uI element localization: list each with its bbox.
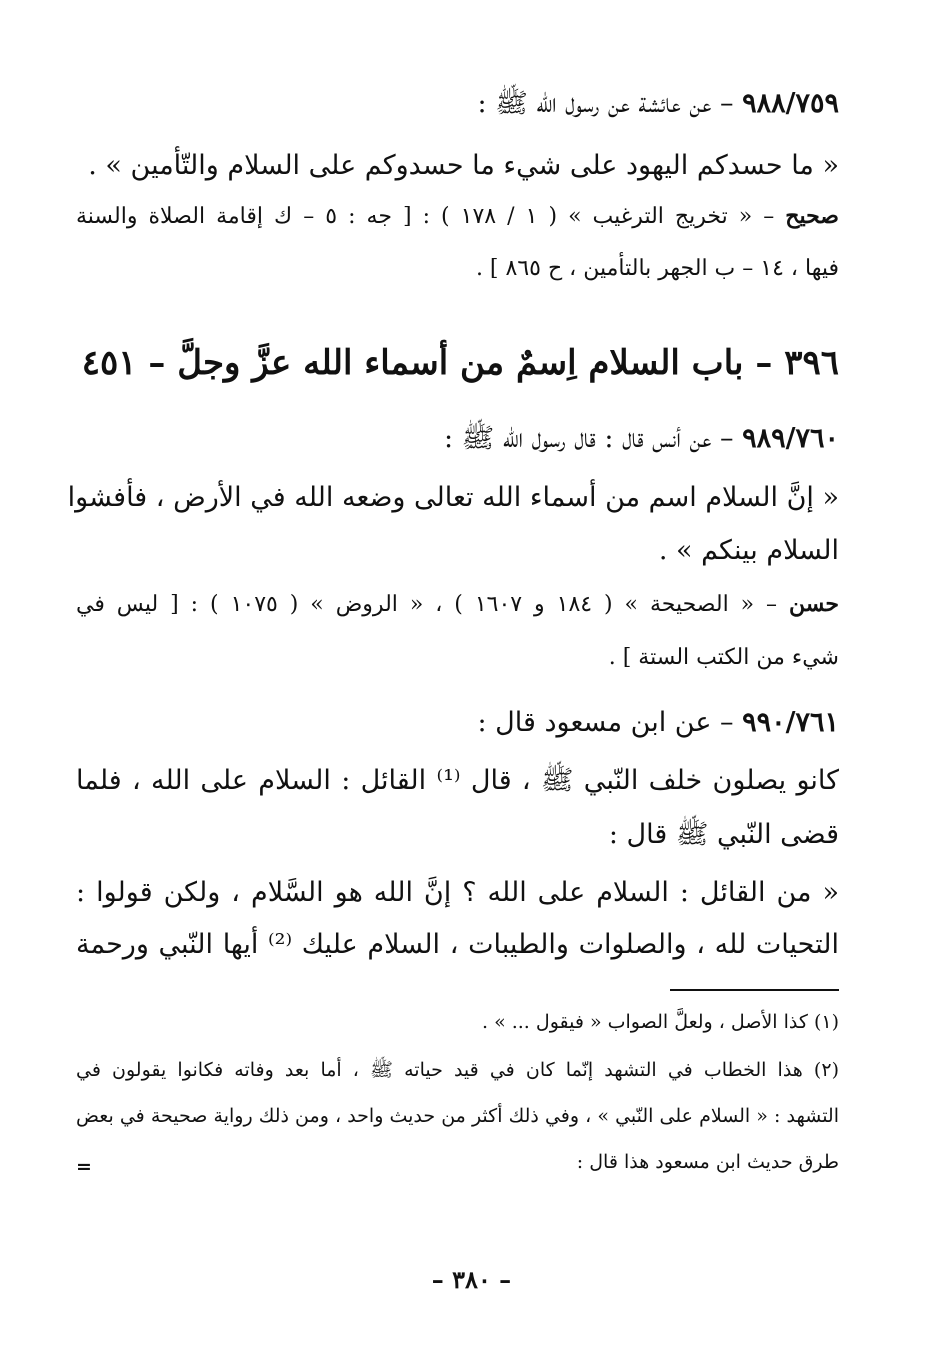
hadith-760-ref-1: – « الصحيحة » ( ١٨٤ و ١٦٠٧ ) ، « الروض » ( ١٠٧٥ ) : [ ليس في: [76, 592, 789, 617]
hadith-761-intro: – عن ابن مسعود قال :: [477, 707, 743, 738]
hadith-761-text-line-3: « من القائل : السلام على الله ؟ إنَّ الله هو السَّلام ، ولكن قولوا :: [76, 877, 839, 908]
hadith-760-intro: – عن أنس قال : قال رسول الله ﷺ :: [443, 423, 743, 454]
hadith-760-reference-line-1: [76, 592, 839, 617]
hadith-760-text-line-2: السلام بينكم » .: [658, 535, 839, 566]
hadith-761-text-line-1: كانو يصلون خلف النّبي ﷺ ، قال ⁽¹⁾ القائل : السلام على الله ، فلما: [76, 765, 839, 796]
chapter-heading: ٣٩٦ – باب السلام اِسمٌ من أسماء الله عزَّ وجلَّ – ٤٥١: [81, 343, 839, 383]
hadith-760-grade: حسن: [789, 591, 839, 617]
hadith-761-text-line-2: قضى النّبي ﷺ قال :: [608, 819, 839, 850]
hadith-761-text-line-4: التحيات لله ، والصلوات والطيبات ، السلام عليك ⁽²⁾ أيها النّبي ورحمة: [76, 929, 839, 960]
hadith-761-number: ٩٩٠/٧٦١: [742, 707, 839, 738]
hadith-760-heading: [76, 423, 839, 454]
hadith-760-text-line-1: « إنَّ السلام اسم من أسماء الله تعالى وضعه الله في الأرض ، فأفشوا: [67, 482, 839, 513]
hadith-761-heading: [76, 707, 839, 738]
hadith-759-heading: [76, 88, 839, 119]
hadith-759-grade: صحيح: [785, 203, 839, 229]
hadith-759-text: « ما حسدكم اليهود على شيء ما حسدوكم على السلام والتّأمين » .: [88, 150, 839, 181]
footnote-2-line-2: التشهد : « السلام على النّبي » ، وفي ذلك أكثر من حديث واحد ، ومن ذلك رواية صحيحة في بعض: [76, 1105, 839, 1127]
hadith-759-reference-line-1: [76, 204, 839, 229]
page-number: – ٣٨٠ –: [431, 1265, 512, 1294]
footnote-1: (١) كذا الأصل ، ولعلَّ الصواب « فيقول ... » .: [481, 1011, 839, 1033]
footnote-2-line-1: (٢) هذا الخطاب في التشهد إنّما كان في قيد حياته ﷺ ، أما بعد وفاته فكانوا يقولون في: [76, 1059, 839, 1081]
hadith-759-number: ٩٨٨/٧٥٩: [742, 88, 839, 119]
continuation-mark: =: [76, 1156, 92, 1178]
hadith-759-reference-line-2: فيها ، ١٤ – ب الجهر بالتأمين ، ح ٨٦٥ ] .: [475, 256, 839, 281]
hadith-759-intro: – عن عائشة عن رسول الله ﷺ :: [477, 88, 743, 119]
footnote-separator: [670, 989, 839, 991]
footnote-2-line-3: طرق حديث ابن مسعود هذا قال :: [576, 1151, 839, 1173]
hadith-760-number: ٩٨٩/٧٦٠: [742, 423, 839, 454]
hadith-760-reference-line-2: شيء من الكتب الستة ] .: [608, 645, 839, 670]
hadith-759-ref-1: – « تخريج الترغيب » ( ١ / ١٧٨ ) : [ جه : ٥ – ك إقامة الصلاة والسنة: [76, 204, 786, 229]
